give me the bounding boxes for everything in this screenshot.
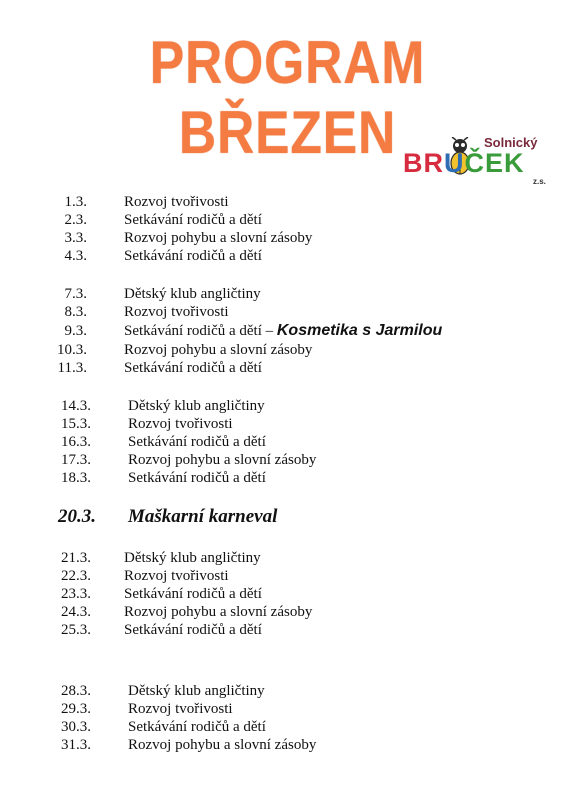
schedule-activity-text: Setkávání rodičů a dětí – xyxy=(124,323,274,339)
schedule-activity-text: Setkávání rodičů a dětí xyxy=(124,622,262,638)
schedule-activity xyxy=(124,193,229,211)
logo-top-text: Solnický xyxy=(484,135,538,150)
page-title: PROGRAM BŘEZEN xyxy=(149,29,426,166)
schedule-activity xyxy=(124,567,229,585)
schedule-activity xyxy=(124,549,261,567)
schedule-activity xyxy=(128,736,316,754)
schedule-date: 30.3. xyxy=(61,719,91,735)
schedule-activity-text: Maškarní karneval xyxy=(128,506,278,527)
schedule-activity-text: Dětský klub angličtiny xyxy=(124,286,261,302)
schedule-activity xyxy=(128,433,266,451)
schedule-date: 23.3. xyxy=(61,586,91,602)
schedule-activity xyxy=(128,415,233,433)
schedule-date: 17.3. xyxy=(61,452,91,468)
schedule-activity xyxy=(128,469,266,487)
schedule-activity-text: Setkávání rodičů a dětí xyxy=(128,719,266,735)
schedule-activity-text: Setkávání rodičů a dětí xyxy=(124,212,262,228)
schedule-activity-text: Setkávání rodičů a dětí xyxy=(124,360,262,376)
schedule-activity xyxy=(128,682,265,700)
schedule-date: 10.3. xyxy=(57,342,87,358)
schedule-activity-text: Rozvoj tvořivosti xyxy=(124,304,229,320)
schedule-activity-text: Rozvoj pohybu a slovní zásoby xyxy=(124,604,313,620)
schedule-date: 15.3. xyxy=(61,416,91,432)
schedule-activity xyxy=(124,211,262,229)
schedule-activity-text: Setkávání rodičů a dětí xyxy=(124,586,262,602)
schedule-activity xyxy=(124,285,261,303)
schedule-date: 8.3. xyxy=(64,304,87,320)
schedule-date: 21.3. xyxy=(61,550,91,566)
schedule-date: 14.3. xyxy=(61,398,91,414)
schedule-date: 4.3. xyxy=(64,248,87,264)
schedule-highlight-note: Kosmetika s Jarmilou xyxy=(276,322,443,339)
schedule-date: 24.3. xyxy=(61,604,91,620)
schedule-activity xyxy=(124,303,229,321)
schedule-activity-text: Rozvoj pohybu a slovní zásoby xyxy=(124,342,313,358)
schedule-activity xyxy=(128,397,265,415)
schedule-activity xyxy=(124,621,262,639)
logo-suffix: z.s. xyxy=(533,177,546,186)
schedule-activity-text: Setkávání rodičů a dětí xyxy=(128,470,266,486)
schedule-date: 29.3. xyxy=(61,701,91,717)
schedule-date: 20.3. xyxy=(58,506,96,527)
logo-part: U xyxy=(444,148,465,178)
schedule-activity-text: Dětský klub angličtiny xyxy=(124,550,261,566)
schedule-date: 22.3. xyxy=(61,568,91,584)
schedule-date: 11.3. xyxy=(57,360,87,376)
schedule-activity-text: Dětský klub angličtiny xyxy=(128,683,265,699)
schedule-activity xyxy=(124,341,312,359)
schedule-activity-text: Rozvoj tvořivosti xyxy=(128,701,233,717)
logo-part: ČEK xyxy=(464,148,525,178)
schedule-activity xyxy=(124,585,262,603)
schedule-activity-text: Setkávání rodičů a dětí xyxy=(128,434,266,450)
schedule-activity xyxy=(128,451,316,469)
schedule-date: 9.3. xyxy=(64,323,87,339)
schedule-activity-text: Dětský klub angličtiny xyxy=(128,398,265,414)
schedule-activity-text: Setkávání rodičů a dětí xyxy=(124,248,262,264)
schedule-date: 3.3. xyxy=(64,230,87,246)
schedule-date: 25.3. xyxy=(61,622,91,638)
schedule-activity-text: Rozvoj pohybu a slovní zásoby xyxy=(128,452,317,468)
schedule-date: 1.3. xyxy=(64,194,87,210)
schedule-date: 16.3. xyxy=(61,434,91,450)
schedule-activity xyxy=(128,718,266,736)
logo xyxy=(400,133,560,188)
schedule-activity xyxy=(124,322,442,340)
schedule-activity xyxy=(124,229,312,247)
schedule-activity xyxy=(128,700,233,718)
schedule-date: 31.3. xyxy=(61,737,91,753)
schedule-activity-text: Rozvoj tvořivosti xyxy=(124,568,229,584)
schedule-date: 7.3. xyxy=(64,286,87,302)
logo-part: BR xyxy=(403,148,444,178)
logo-main-text xyxy=(403,148,525,179)
schedule-activity-text: Rozvoj tvořivosti xyxy=(128,416,233,432)
schedule-activity xyxy=(128,508,277,526)
schedule-date: 18.3. xyxy=(61,470,91,486)
schedule-date: 2.3. xyxy=(64,212,87,228)
schedule-activity-text: Rozvoj pohybu a slovní zásoby xyxy=(124,230,313,246)
schedule-date: 28.3. xyxy=(61,683,91,699)
schedule-activity xyxy=(124,603,312,621)
schedule-activity-text: Rozvoj tvořivosti xyxy=(124,194,229,210)
schedule-activity-text: Rozvoj pohybu a slovní zásoby xyxy=(128,737,317,753)
schedule-activity xyxy=(124,247,262,265)
schedule-activity xyxy=(124,359,262,377)
